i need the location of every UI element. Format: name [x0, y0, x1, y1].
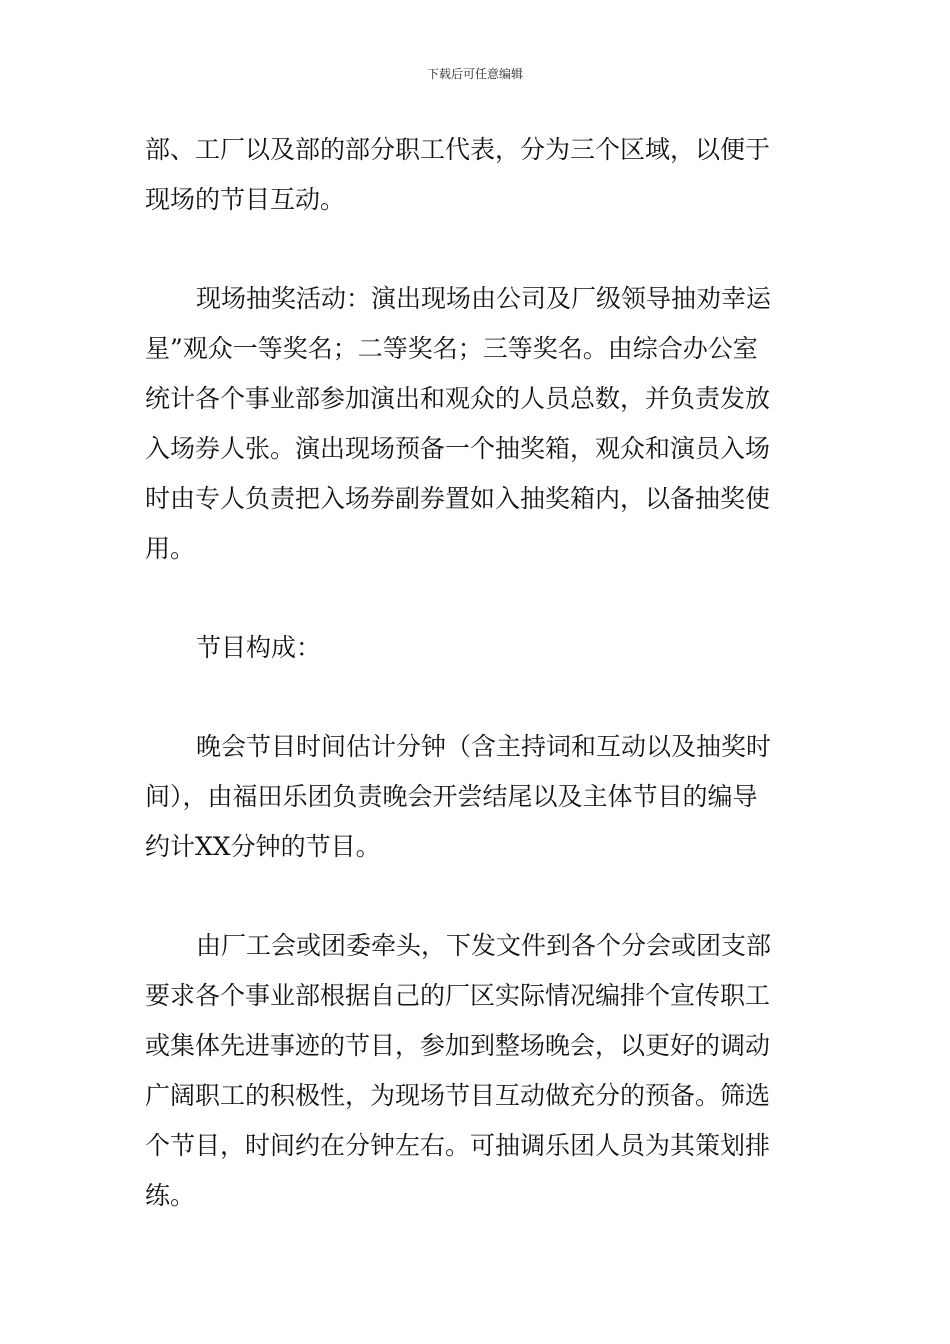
- text-line: 时由专人负责把入场券副券置如入抽奖箱内，以备抽奖使: [145, 484, 771, 513]
- paragraph-3: [145, 623, 805, 673]
- text-line: 星”观众一等奖名；二等奖名；三等奖名。由综合办公室: [145, 334, 758, 363]
- document-body: [145, 125, 805, 1221]
- text-line: 广阔职工的积极性，为现场节目互动做充分的预备。筛选: [145, 1081, 771, 1110]
- page-header: 下载后可任意编辑: [426, 67, 523, 81]
- text-line: 个节目，时间约在分钟左右。可抽调乐团人员为其策划排: [145, 1131, 771, 1160]
- paragraph-5: [145, 921, 805, 1221]
- text-line: 部、工厂以及部的部分职工代表，分为三个区域，以便于: [145, 135, 771, 164]
- text-line: 间），由福田乐团负责晚会开尝结尾以及主体节目的编导: [145, 782, 758, 811]
- text-line: 约计XX分钟的节目。: [145, 832, 381, 861]
- text-line: 或集体先进事迹的节目，参加到整场晚会，以更好的调动: [145, 1031, 771, 1060]
- paragraph-4: [145, 722, 805, 872]
- paragraph-2: [145, 274, 805, 574]
- text-line: 要求各个事业部根据自己的厂区实际情况编排个宣传职工: [145, 981, 771, 1010]
- paragraph-1: [145, 125, 805, 225]
- text-line: 入场券人张。演出现场预备一个抽奖箱，观众和演员入场: [145, 434, 771, 463]
- text-line: 节目构成：: [196, 633, 322, 662]
- text-line: 现场的节目互动。: [145, 185, 346, 214]
- text-line: 晚会节目时间估计分钟（含主持词和互动以及抽奖时: [196, 732, 772, 761]
- text-line: 练。: [145, 1181, 196, 1210]
- text-line: 现场抽奖活动：演出现场由公司及厂级领导抽劝幸运: [196, 284, 772, 313]
- text-line: 由厂工会或团委牵头，下发文件到各个分会或团支部: [196, 931, 772, 960]
- text-line: 用。: [145, 534, 196, 563]
- text-line: 统计各个事业部参加演出和观众的人员总数，并负责发放: [145, 384, 771, 413]
